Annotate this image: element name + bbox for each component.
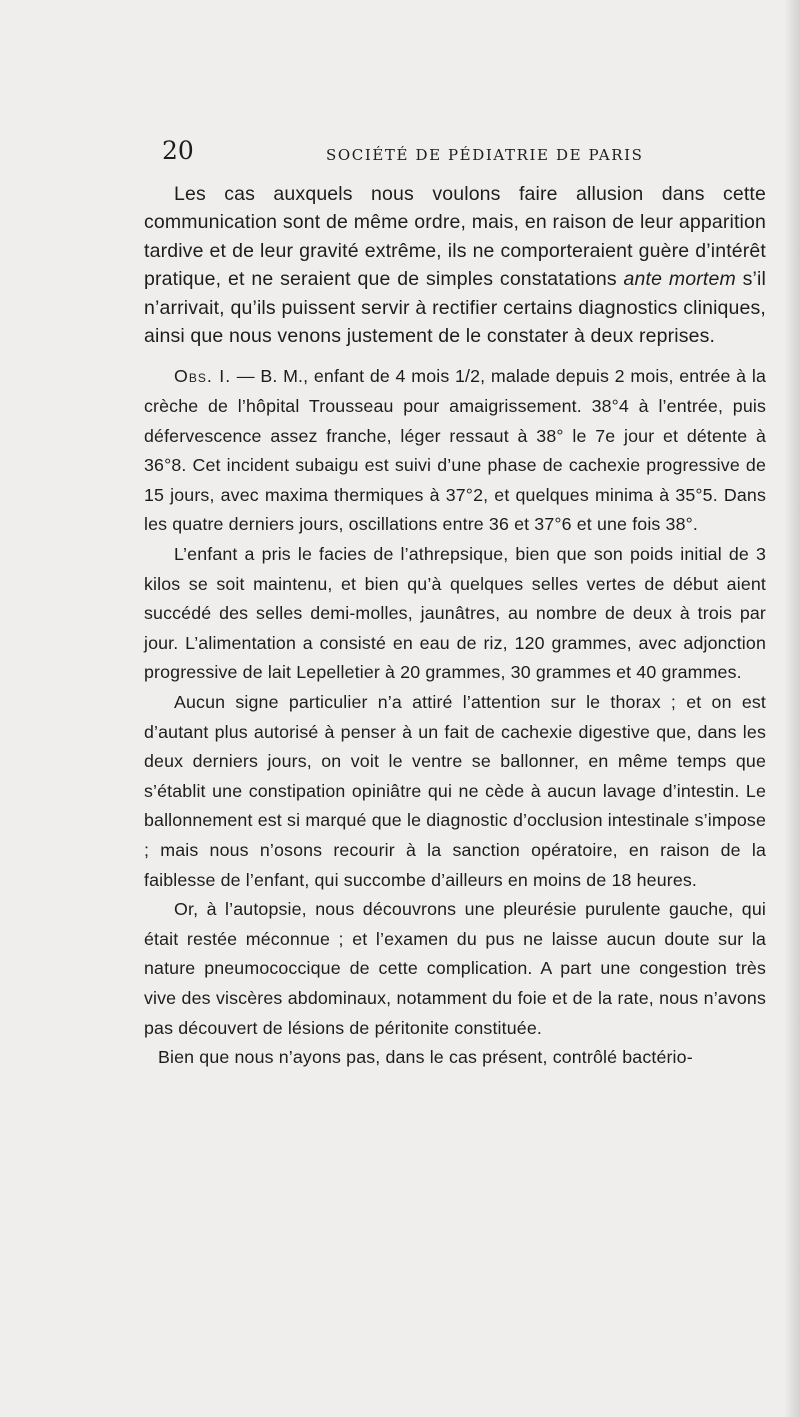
intro-italic-term: ante mortem xyxy=(623,268,736,291)
intro-paragraph xyxy=(144,180,766,350)
scan-edge-shadow xyxy=(784,0,800,1417)
observation-paragraph: L’enfant a pris le facies de l’athrepsique, bien que son poids initial de 3 kilos se soit maintenu, et bien qu’à quelques selles vertes de début aient succédé des selles demi-molles, jaunâtres, au nombre de deux à trois par jour. L’alimentation a consisté en eau de riz, 120 grammes, avec adjonction progressive de lait Lepelletier à 20 grammes, 30 grammes et 40 grammes. xyxy=(144,544,766,683)
observation-paragraph xyxy=(144,362,766,540)
page-number: 20 xyxy=(162,136,194,165)
intro-text-start: Les cas auxquels nous voulons faire allusion dans cette communication sont de même ordre, mais, en raison de leur apparition tardive et de leur gravité extrême, ils ne comporteraient guère d’intérêt pratique, et ne seraient que de simples constatations xyxy=(144,183,766,291)
page-header xyxy=(160,136,800,170)
observation-text: — B. M., enfant de 4 mois 1/2, malade depuis 2 mois, entrée à la crèche de l’hôpital Trousseau pour amaigrissement. 38°4 à l’entrée, puis défervescence assez franche, léger ressaut à 38° le 7e jour et détente à 36°8. Cet incident subaigu est suivi d’une phase de cachexie progressive de 15 jours, avec maxima thermiques à 37°2, et quelques minima à 35°5. Dans les quatre derniers jours, oscillations entre 36 et 37°6 et une fois 38°. xyxy=(144,366,766,535)
observation-paragraph: Or, à l’autopsie, nous découvrons une pleurésie purulente gauche, qui était restée méconnue ; et l’examen du pus ne laisse aucun doute sur la nature pneumococcique de cette complication. A part une congestion très vive des viscères abdominaux, notamment du foie et de la rate, nous n’avons pas découvert de lésions de péritonite constituée. xyxy=(144,899,766,1038)
continuing-line: Bien que nous n’ayons pas, dans le cas présent, contrôlé bactério- xyxy=(158,1047,693,1068)
observation-paragraph: Aucun signe particulier n’a attiré l’attention sur le thorax ; et on est d’autant plus autorisé à penser à un fait de cachexie digestive que, dans les deux derniers jours, on voit le ventre se ballonner, en même temps que s’établit une constipation opiniâtre qui ne cède à aucun lavage d’intestin. Le ballonnement est si marqué que le diagnostic d’occlusion intestinale s’impose ; mais nous n’osons recourir à la sanction opératoire, en raison de la faiblesse de l’enfant, qui succombe d’ailleurs en moins de 18 heures. xyxy=(144,691,766,890)
intro-text-end: s’il n’arrivait, qu’ils puissent servir à rectifier certains diagnostics cliniques, ainsi que nous venons justement de le constater à deux reprises. xyxy=(144,268,766,348)
body-text xyxy=(144,180,766,1073)
observation-label: Obs. I. xyxy=(174,366,232,387)
running-title: SOCIÉTÉ DE PÉDIATRIE DE PARIS xyxy=(326,146,644,164)
